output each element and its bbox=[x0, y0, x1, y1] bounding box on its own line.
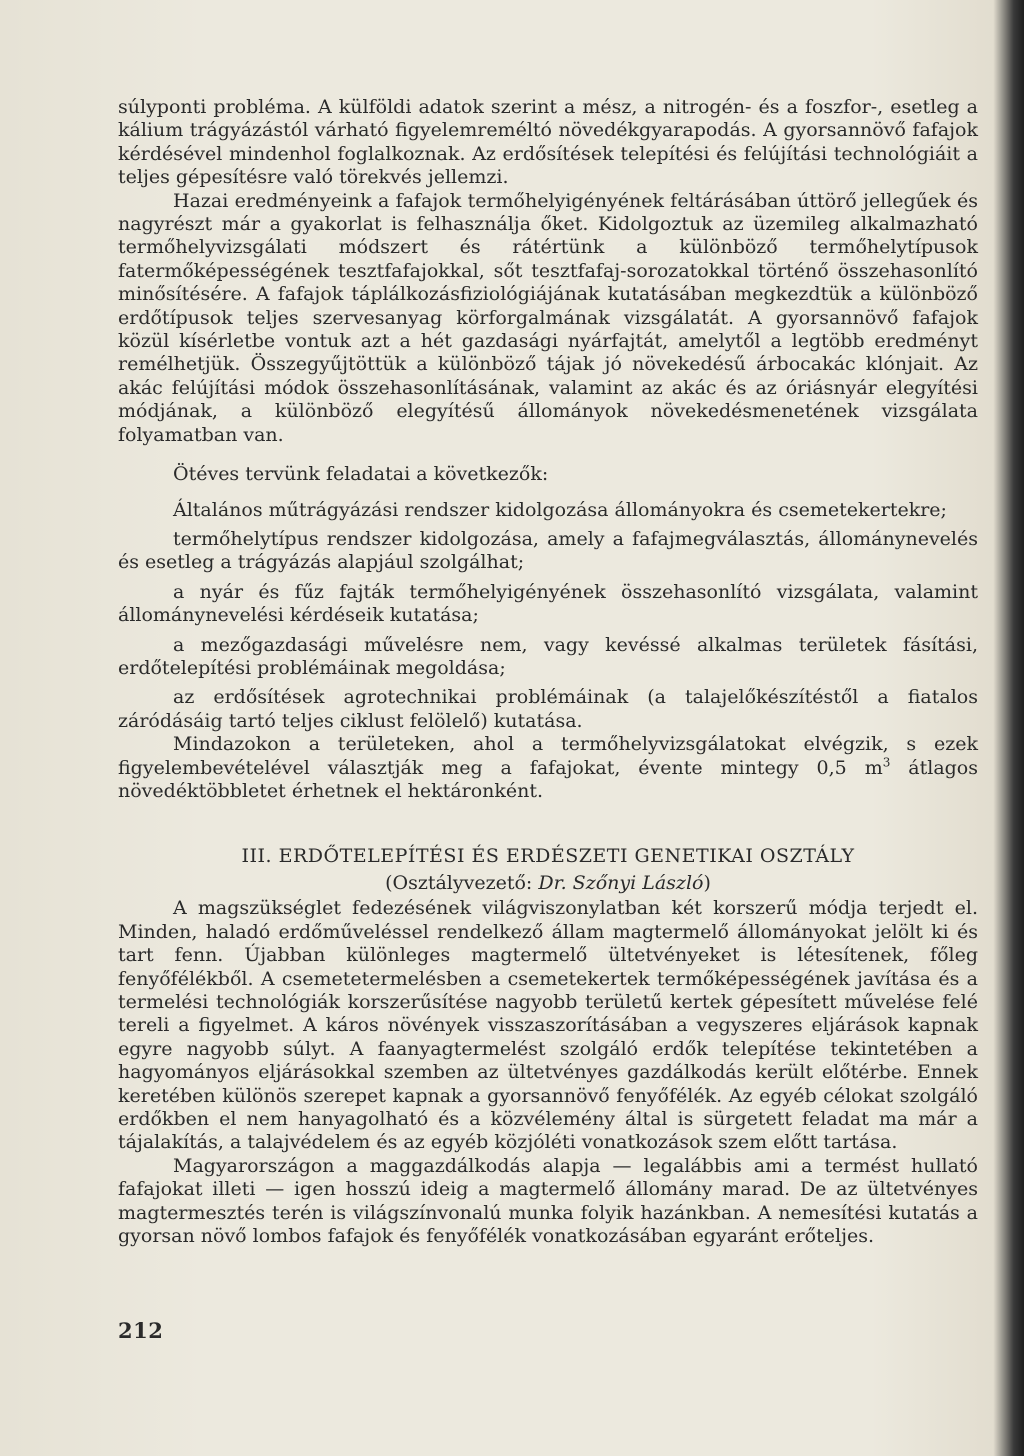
section-heading: III. ERDŐTELEPÍTÉSI ÉS ERDÉSZETI GENETIKAI OSZTÁLY bbox=[241, 845, 855, 868]
text-column bbox=[118, 96, 978, 1248]
closing-paragraph: Mindazokon a területeken, ahol a termőhelyvizsgálatokat elvégzik, s ezek figyelembevételével választják meg a fafajokat, évente mintegy 0,5 $m^3$ átlagos növedéktöbbletet érhetnek el hektáronként. bbox=[118, 733, 978, 802]
plan-item: termőhelytípus rendszer kidolgozása, amely a fafajmegválasztás, állománynevelés és esetleg a trágyázás alapjául szolgálhat; bbox=[118, 527, 978, 574]
section-subtitle: (Osztályvezető: Dr. Szőnyi László) bbox=[385, 872, 711, 895]
plan-intro: Ötéves tervünk feladatai a következők: bbox=[173, 463, 549, 486]
plan-item: a mezőgazdasági művelésre nem, vagy kevéssé alkalmas területek fásítási, erdőtelepítési problémáinak megoldása; bbox=[118, 633, 978, 679]
plan-item: a nyár és fűz fajták termőhelyigényének összehasonlító vizsgálata, valamint állománynevelési kérdéseik kutatása; bbox=[118, 580, 978, 627]
paragraph: A magszükséglet fedezésének világviszonylatban két korszerű módja terjedt el. Minden, haladó erdőműveléssel rendelkező állam magtermelő állományokat jelölt ki és tart fenn. Újabban különleges magtermelő ültetvényeket is létesítenek, főleg fenyőfélékből. A csemetetermelésben a csemetekertek termőképességének javítása és a termelési technológiák korszerűsítése nagyobb területű kertek gépesített művelése felé tereli a figyelmet. A káros növények visszaszorításában a vegyszeres eljárások kapnak egyre nagyobb súlyt. A faanyagtermelést szolgáló erdők telepítése tekintetében a hagyományos eljárásokkal szemben az ültetvényes gazdálkodás került előtérbe. Ennek keretében különös szerepet kapnak a gyorsannövő fenyőfélék. Az egyéb célokat szolgáló erdőkben el nem hanyagolható és a közvélemény által is sürgetett feladat ma már a tájalakítás, a talajvédelem és az egyéb közjóléti vonatkozások szem előtt tartása. bbox=[118, 897, 978, 1154]
page-number: 212 bbox=[118, 1318, 164, 1343]
plan-item: Általános műtrágyázási rendszer kidolgozása állományokra és csemetekertekre; bbox=[173, 498, 947, 521]
paragraph: Magyarországon a maggazdálkodás alapja — legalábbis ami a termést hullató fafajokat illeti — igen hosszú ideig a magtermelő állomány marad. De az ültetvényes magtermesztés terén is világszínvonalú munka folyik hazánkban. A nemesítési kutatás a gyorsan növő lombos fafajok és fenyőfélék vonatkozásában egyaránt erőteljes. bbox=[118, 1154, 978, 1248]
paragraph: súlyponti probléma. A külföldi adatok szerint a mész, a nitrogén- és a foszfor-, esetleg a kálium trágyázástól várható figyelemreméltó növedékgyarapodás. A gyorsannövő fafajok kérdésével mindenhol foglalkoznak. Az erdősítések telepítési és felújítási technológiáit a teljes gépesítésre való törekvés jellemzi. bbox=[118, 96, 978, 189]
paragraph: Hazai eredményeink a fafajok termőhelyigényének feltárásában úttörő jellegűek és nagyrészt már a gyakorlat is felhasználja őket. Kidolgoztuk az üzemileg alkalmazható termőhelyvizsgálati módszert és rátértünk a különböző termőhelytípusok fatermőképességének tesztfafajokkal, sőt tesztfafaj-sorozatokkal történő összehasonlító minősítésére. A fafajok táplálkozásfiziológiájának kutatásában megkezdtük a különböző erdőtípusok teljes szervesanyag körforgalmának vizsgálatát. A gyorsannövő fafajok közül kísérletbe vontuk azt a hét gazdasági nyárfajtát, amelytől a legtöbb eredményt remélhetjük. Összegyűjtöttük a különböző tájak jó növekedésű árbocakác klónjait. Az akác felújítási módok összehasonlításának, valamint az akác és az óriásnyár elegyítési módjának, a különböző elegyítésű állományok növekedésmenetének vizsgálata folyamatban van. bbox=[118, 189, 978, 446]
plan-item: az erdősítések agrotechnikai problémáinak (a talajelőkészítéstől a fiatalos záródásáig tartó teljes ciklust felölelő) kutatása. bbox=[118, 686, 978, 732]
